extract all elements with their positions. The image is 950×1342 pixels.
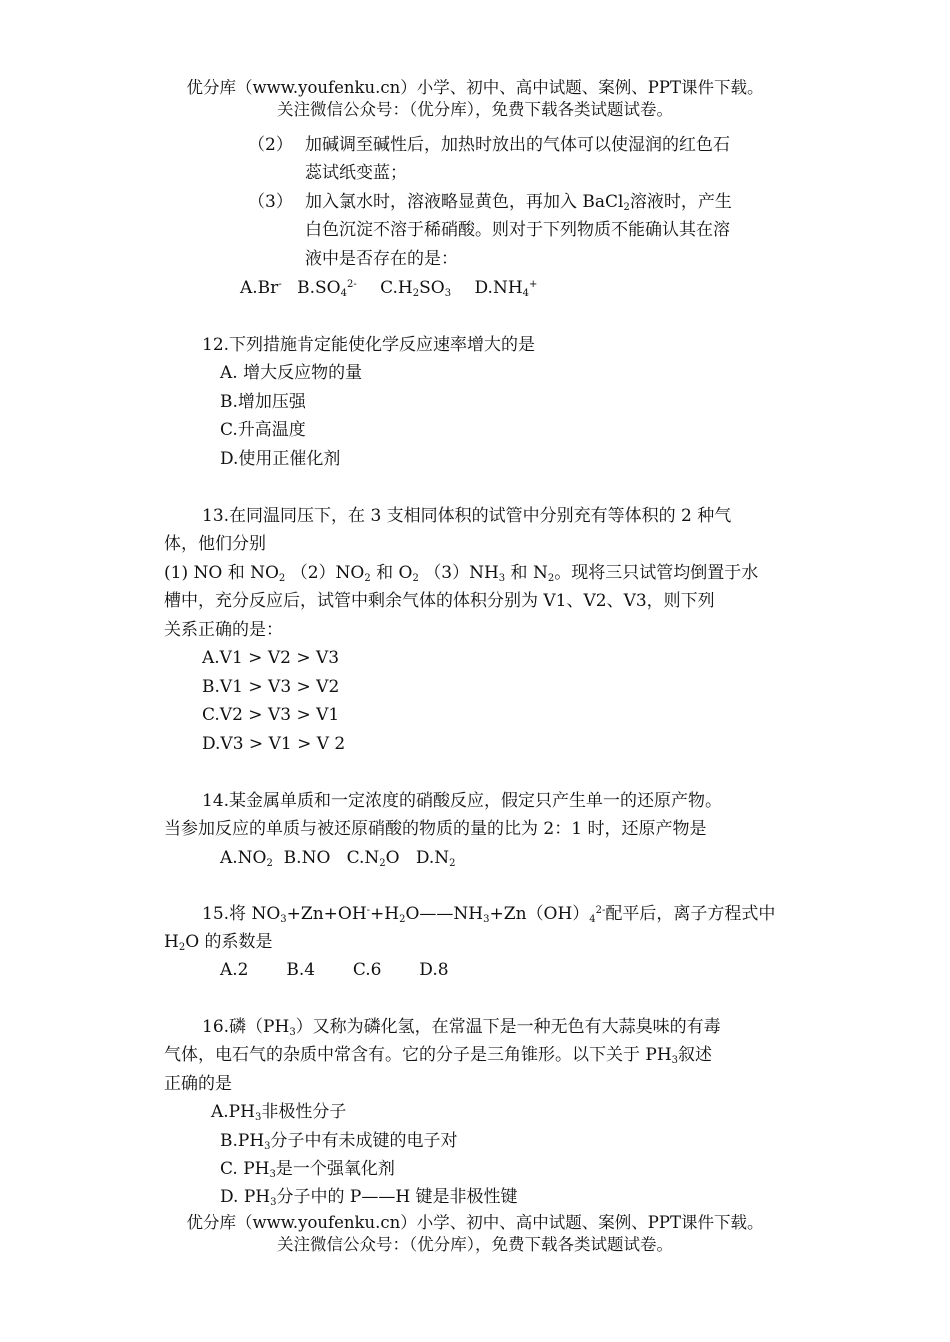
- q11-item2-number: （2）: [248, 135, 293, 155]
- q11-item3-number: （3）: [248, 192, 293, 212]
- q14-stem-line2: 当参加反应的单质与被还原硝酸的物质的量的比为 2：1 时，还原产物是: [164, 819, 707, 839]
- q14-options: $A.NO_2$ B.NO $C.N_2O$ $D.N_2$: [220, 848, 456, 869]
- header-line-1: 优分库（www.youfenku.cn）小学、初中、高中试题、案例、PPT课件下载。: [186, 78, 764, 97]
- q11-option-c: $C.H_2SO_3$: [380, 278, 452, 299]
- q12-option-d: D.使用正催化剂: [220, 449, 341, 469]
- q16-stem-line2: 气体，电石气的杂质中常含有。它的分子是三角锥形。以下关于 $PH_3$叙述: [164, 1045, 713, 1066]
- q12-option-c: C.升高温度: [220, 420, 306, 440]
- q13-stem-line5: 关系正确的是：: [164, 620, 283, 640]
- q11-item3-line3: 液中是否存在的是：: [305, 249, 458, 269]
- q15-stem-line1: 15.将 $NO_3+Zn+OH^-+H_2O——NH_3+Zn(OH)_4^{2-}$配平后，离子方程式中: [202, 904, 776, 925]
- q16-option-d: D. $PH_3$分子中的 P——H 键是非极性键: [220, 1187, 518, 1208]
- q16-option-c: C. $PH_3$是一个强氧化剂: [220, 1159, 395, 1180]
- q11-options: [240, 276, 537, 300]
- q14-stem-line1: 14.某金属单质和一定浓度的硝酸反应，假定只产生单一的还原产物。: [202, 791, 723, 811]
- q16-stem-line3: 正确的是: [164, 1074, 232, 1094]
- q11-item2-line1: 加碱调至碱性后，加热时放出的气体可以使湿润的红色石: [305, 135, 730, 155]
- footer-line-1: 优分库（www.youfenku.cn）小学、初中、高中试题、案例、PPT课件下载。: [186, 1213, 764, 1232]
- q13-option-a: A.V1 > V2 > V3: [202, 648, 340, 668]
- q11-item3-line2: 白色沉淀不溶于稀硝酸。则对于下列物质不能确认其在溶: [305, 220, 730, 240]
- q13-option-d: D.V3 > V1 > V 2: [202, 734, 346, 754]
- q16-option-b: $B.PH_3$分子中有未成键的电子对: [220, 1131, 458, 1152]
- q13-stem-line4: 槽中，充分反应后，试管中剩余气体的体积分别为 V1、V2、V3，则下列: [164, 591, 715, 611]
- q11-item2-line2: 蕊试纸变蓝；: [305, 163, 407, 183]
- q11-item3-line1: 加入氯水时，溶液略显黄色，再加入 BaCl$_2$溶液时，产生: [305, 192, 732, 213]
- q16-option-a: $A.PH_3$非极性分子: [211, 1102, 347, 1123]
- q11-option-a: A.Br-: [240, 278, 282, 298]
- q11-option-d: $D.NH_4^+$: [474, 278, 538, 299]
- q12-option-a: A. 增大反应物的量: [220, 363, 363, 383]
- header-line-2: 关注微信公众号：（优分库），免费下载各类试题试卷。: [277, 100, 673, 119]
- q13-stem-line2: 体，他们分别: [164, 534, 266, 554]
- q16-stem-line1: 16.磷$(PH_3)$又称为磷化氢，在常温下是一种无色有大蒜臭味的有毒: [202, 1017, 721, 1038]
- q15-stem-line2: $H_2O$ 的系数是: [164, 932, 273, 953]
- q12-option-b: B.增加压强: [220, 392, 306, 412]
- q13-stem-line1: 13.在同温同压下，在 3 支相同体积的试管中分别充有等体积的 2 种气: [202, 506, 732, 526]
- q15-options: A.2 B.4 C.6 D.8: [220, 960, 449, 980]
- q13-stem-line3: (1) NO 和 $NO_2$ $(2)NO_2$ 和 $O_2$ $(3)NH_3$ 和 $N_2$。现将三只试管均倒置于水: [164, 563, 759, 584]
- q12-stem: 12.下列措施肯定能使化学反应速率增大的是: [202, 335, 536, 355]
- footer-line-2: 关注微信公众号：（优分库），免费下载各类试题试卷。: [277, 1235, 673, 1254]
- q11-option-b: $B.SO_4^{2-}$: [297, 278, 357, 299]
- q13-option-b: B.V1 > V3 > V2: [202, 677, 340, 697]
- q13-option-c: C.V2 > V3 > V1: [202, 705, 340, 725]
